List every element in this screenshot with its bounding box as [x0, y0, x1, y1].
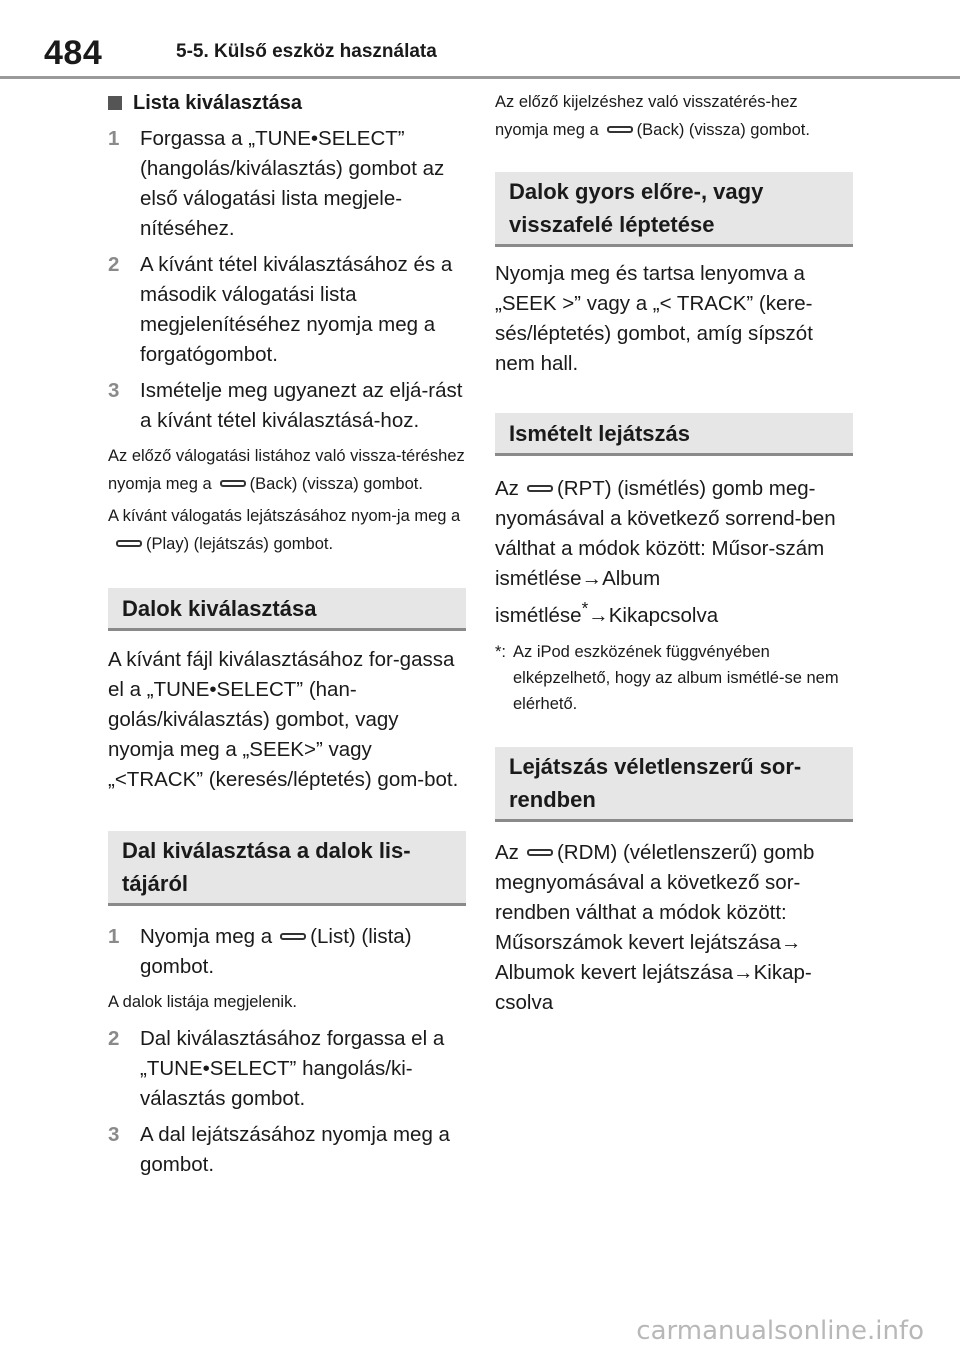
step-item: 2 A kívánt tétel kiválasztásához és a második válogatási lista megjelenítéséhez nyomja meg a forgatógombot.: [108, 253, 453, 366]
step-item: 3 A dal lejátszásához nyomja meg a gombot.: [108, 1123, 450, 1176]
step-item: 1 Forgassa a „TUNE•SELECT” (hangolás/kiválasztás) gombot az első válogatási lista megjele-nítéséhez.: [108, 127, 445, 240]
list-button-icon: [280, 933, 306, 940]
step-item: 1 Nyomja meg a (List) (lista) gombot.: [108, 925, 412, 978]
section-box-repeat: Ismételt lejátszás: [495, 413, 853, 456]
header-divider: [0, 76, 960, 79]
note-back: Az előző válogatási listához való vissza-téréshez nyomja meg a (Back) (vissza) gombot.: [108, 447, 465, 493]
page-number: 484: [44, 34, 103, 72]
section-box-song-selection: Dalok kiválasztása: [108, 588, 466, 631]
section-box-random: Lejátszás véletlenszerű sor-rendben: [495, 747, 853, 822]
rpt-button-icon: [527, 485, 553, 492]
right-column: [495, 88, 853, 1018]
step-item: 2 Dal kiválasztásához forgassa el a „TUNE•SELECT” hangolás/ki-választás gombot.: [108, 1027, 445, 1110]
paragraph: Nyomja meg és tartsa lenyomva a „SEEK >” vagy a „< TRACK” (kere-sés/léptetés) gombot, amíg sípszót nem hall.: [495, 262, 813, 375]
back-button-icon: [220, 480, 246, 487]
footnote: *: Az iPod eszközének függvényében elképzelhető, hogy az album ismétlé-se nem elérhető.: [495, 642, 839, 713]
play-button-icon: [116, 540, 142, 547]
page-header: [0, 0, 960, 80]
paragraph: A kívánt fájl kiválasztásához for-gassa el a „TUNE•SELECT” (han-golás/kiválasztás) gombot, vagy nyomja meg a „SEEK>” vagy „<TRACK” (keresés/léptetés) gom-bot.: [108, 648, 459, 791]
subheading-list-selection: Lista kiválasztása: [108, 88, 466, 118]
paragraph-repeat: Az (RPT) (ismétlés) gomb meg-nyomásával a következő sorrend-ben válthat a módok között: Műsor-szám ismétlése→Album ismétlése*→Kikapcsolva: [495, 477, 836, 627]
watermark: carmanualsonline.info: [636, 1316, 924, 1346]
left-column: [108, 88, 466, 1186]
section-box-song-list: Dal kiválasztása a dalok lis-tájáról: [108, 831, 466, 906]
rdm-button-icon: [527, 849, 553, 856]
step-item: 3 Ismételje meg ugyanezt az eljá-rást a kívánt tétel kiválasztásá-hoz.: [108, 379, 463, 432]
section-box-fast-forward: Dalok gyors előre-, vagy visszafelé léptetése: [495, 172, 853, 247]
square-bullet-icon: [108, 96, 122, 110]
back-button-icon: [607, 126, 633, 133]
paragraph-random: Az (RDM) (véletlenszerű) gomb megnyomásával a következő sor-rendben válthat a módok között: Műsorszámok kevert lejátszása→ Albumok kevert lejátszása→Kikap-csolva: [495, 840, 815, 1014]
section-title: 5-5. Külső eszköz használata: [176, 41, 437, 62]
note: A dalok listája megjelenik.: [108, 993, 297, 1011]
note-play: A kívánt válogatás lejátszásához nyom-ja meg a(Play) (lejátszás) gombot.: [108, 507, 461, 553]
note-back: Az előző kijelzéshez való visszatérés-hez nyomja meg a (Back) (vissza) gombot.: [495, 93, 810, 139]
